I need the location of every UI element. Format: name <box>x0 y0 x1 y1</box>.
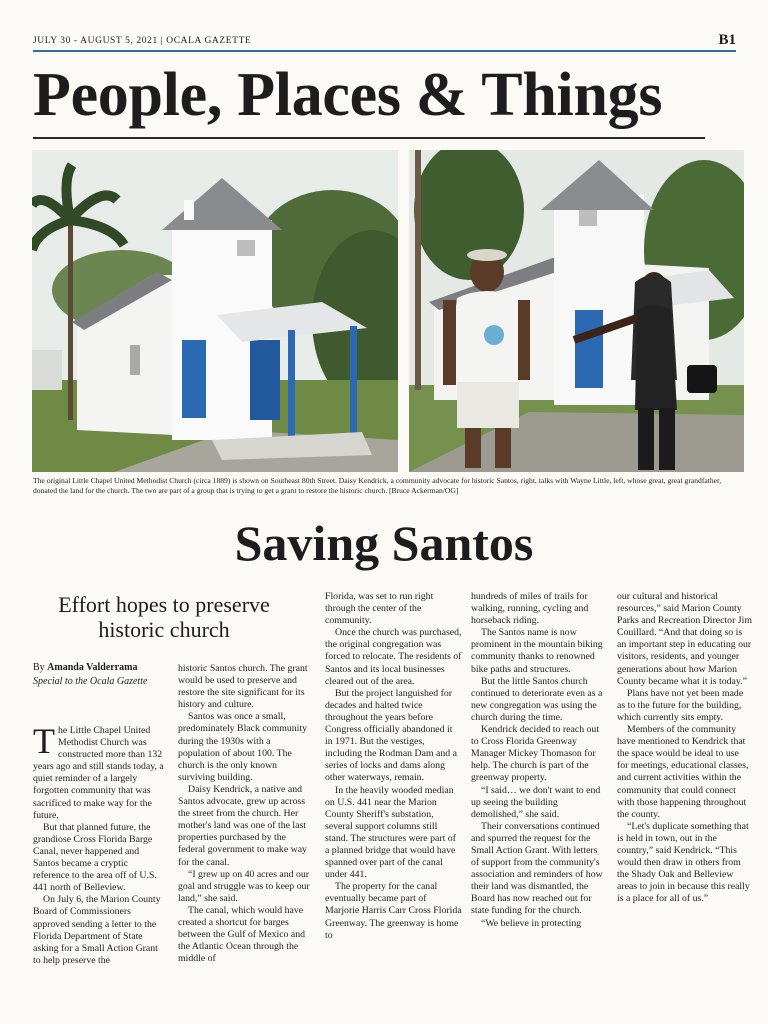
article-column-5 <box>617 591 752 905</box>
byline-role: Special to the Ocala Gazette <box>33 676 148 687</box>
article-subhead: Effort hopes to preserve historic church <box>58 592 270 642</box>
paragraph <box>33 721 164 822</box>
paragraph: Daisy Kendrick, a native and Santos advocate, grew up across the street from the church. Her mother's land was one of the last properties purchased by the federal government to make way for the canal. <box>178 783 307 868</box>
article-column-4 <box>471 591 606 930</box>
paragraph: The property for the canal eventually became part of Marjorie Harris Carr Cross Florida Greenway. The greenway is home to <box>325 881 462 941</box>
photo-caption: The original Little Chapel United Methodist Church (circa 1889) is shown on Southeast 80th Street. Daisy Kendrick, a community advocate for historic Santos, right, talks with Wayne Little, left, whose great, great grandfather, donated the land for the church. The two are part of a group that is trying to get a grant to restore the historic church. [Bruce Ackerman/OG] <box>33 476 722 495</box>
paragraph: Members of the community have mentioned to Kendrick that the space would be ideal to use for meetings, educational classes, and current activities within the community that could connect with those happening throughout the county. <box>617 724 749 820</box>
paragraph: In the heavily wooded median on U.S. 441 near the Marion County Sheriff's substation, several support columns still stand. The structures were part of a planned bridge that would have spanned over part of the canal under 441. <box>325 784 456 881</box>
paragraph: Plans have not yet been made as to the future for the building, which currently sits empty. <box>617 687 744 723</box>
paragraph-text: he Little Chapel United Methodist Church was constructed more than 132 years ago and still stands today, a quiet reminder of a largely forgotten community that was sacrificed to make way for the future. <box>33 725 164 821</box>
church-photo <box>32 150 398 472</box>
header-rule <box>33 50 736 52</box>
paragraph: Santos was once a small, predominately Black community during the 1930s with a population of about 100. The church is the only known surviving building. <box>178 711 307 783</box>
paragraph: But the little Santos church continued to deteriorate even as a new congregation was using the church during the time. <box>471 675 603 723</box>
article-headline: Saving Santos <box>234 515 534 571</box>
article-column-1 <box>33 721 164 967</box>
paragraph: On July 6, the Marion County Board of Commissioners approved sending a letter to the Florida Department of State asking for a Small Action Grant to help preserve the <box>33 894 161 966</box>
paragraph: hundreds of miles of trails for walking, running, cycling and horseback riding. <box>471 591 589 627</box>
page-number: B1 <box>718 32 736 48</box>
article-column-3 <box>325 591 462 942</box>
paragraph: historic Santos church. The grant would be used to preserve and restore the site significant for its history and culture. <box>178 663 308 711</box>
drop-cap: T <box>33 721 55 761</box>
issue-date-line: JULY 30 - AUGUST 5, 2021 | OCALA GAZETTE <box>33 36 252 46</box>
page-header <box>33 34 736 50</box>
paragraph: “I grew up on 40 acres and our goal and struggle was to keep our land,” she said. <box>178 868 310 904</box>
paragraph: Their conversations continued and spurred the request for the Small Action Grant. With letters of support from the community's association and reminders of how their land was dismantled, the Board has now reached out for state funding for the church. <box>471 820 603 917</box>
byline-author: Amanda Valderrama <box>47 662 138 673</box>
paragraph: Once the church was purchased, the original congregation was forced to relocate. The residents of Santos and its local businesses cleared out of the area. <box>325 627 462 687</box>
paragraph: But the project languished for decades and halted twice throughout the years before Congress officially abandoned it in 1971. But the vestiges, including the Rodman Dam and a series of locks and dams along other waterways, remain. <box>325 687 457 784</box>
article-column-2 <box>178 663 313 965</box>
section-title: People, Places & Things <box>33 61 663 129</box>
title-rule <box>33 137 705 139</box>
people-photo <box>409 150 744 472</box>
paragraph: “Let's duplicate something that is held in town, out in the country,” said Kendrick. “This would then draw in others from the Shady Oak and Belleview areas to join in because this really is a place for all of us.” <box>617 820 750 905</box>
byline-prefix: By <box>33 662 45 673</box>
paragraph: The Santos name is now prominent in the mountain biking community thanks to renowned bike paths and structures. <box>471 627 603 675</box>
paragraph: our cultural and historical resources,” said Marion County Parks and Recreation Director Jim Couillard. “And that doing so is an important step in educating our visitors, residents, and younger generations about how Marion County became what it is today.” <box>617 591 752 687</box>
byline <box>33 661 168 689</box>
paragraph: The canal, which would have created a shortcut for barges between the Gulf of Mexico and the Atlantic Ocean through the middle of <box>178 904 306 965</box>
paragraph: Kendrick decided to reach out to Cross Florida Greenway Manager Mickey Thomason for help. The church is part of the greenway property. <box>471 724 600 784</box>
paragraph: Florida, was set to run right through the center of the community. <box>325 591 434 627</box>
paragraph: But that planned future, the grandiose Cross Florida Barge Canal, never happened and Santos became a cryptic reference to the area off of U.S. 441 north of Belleview. <box>33 821 157 894</box>
paragraph: “We believe in protecting <box>481 917 582 929</box>
paragraph: “I said… we don't want to end up seeing the building demolished,” she said. <box>471 784 601 820</box>
